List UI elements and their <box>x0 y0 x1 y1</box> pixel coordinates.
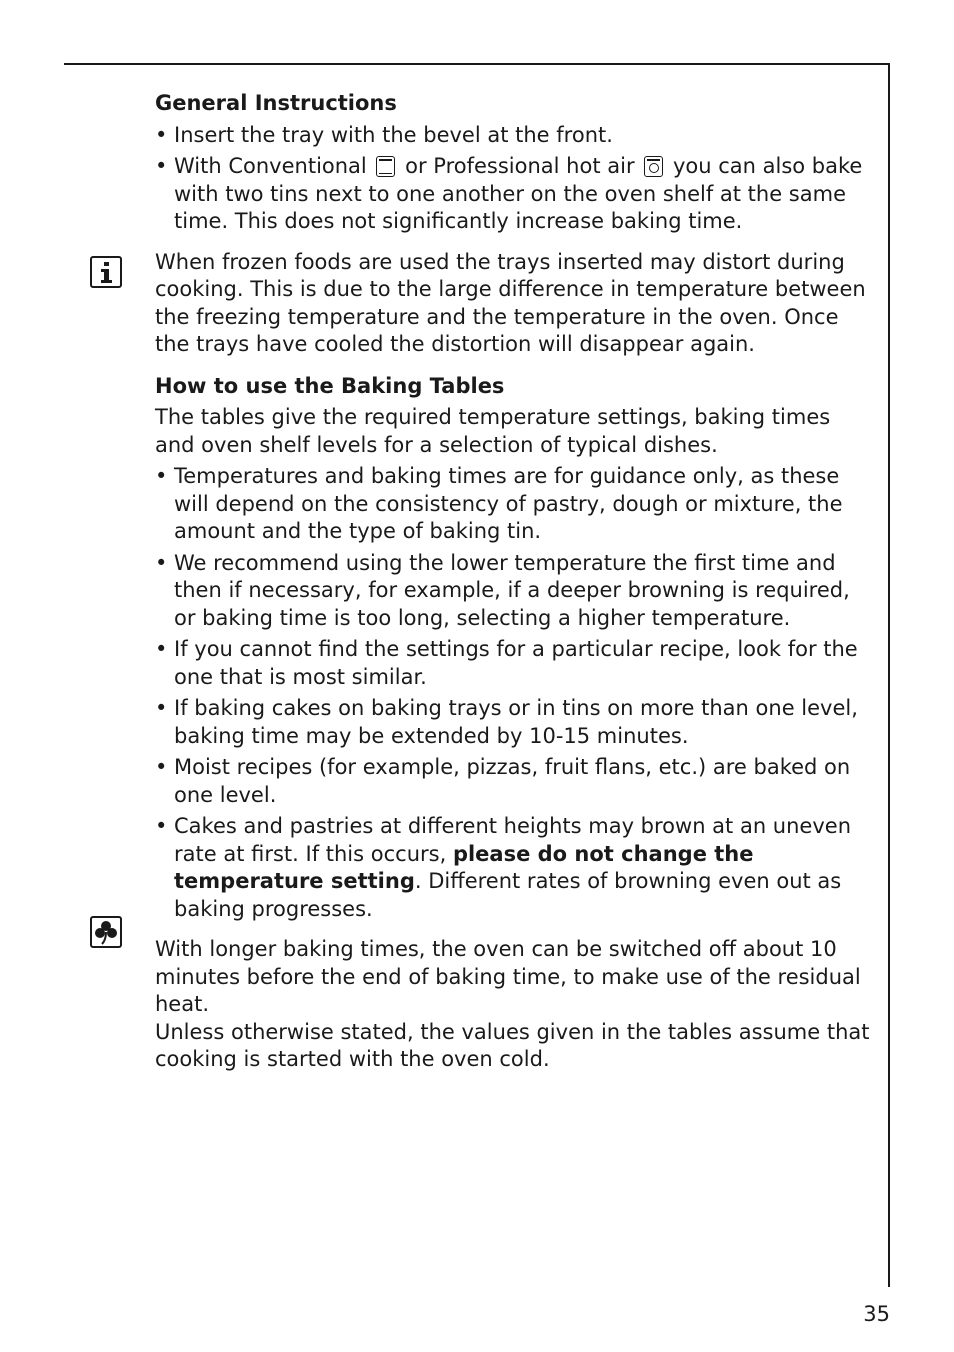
right-rule <box>888 63 890 1287</box>
tables-intro: The tables give the required temperature settings, baking times and oven shelf levels for a selection of typical dishes. <box>155 405 831 457</box>
list-item: • If baking cakes on baking trays or in tins on more than one level, baking time may be extended by 10-15 minutes. <box>155 695 870 750</box>
top-rule <box>64 63 890 65</box>
general-instructions-heading: General Instructions <box>155 91 397 115</box>
list-item: • Moist recipes (for example, pizzas, fruit flans, etc.) are baked on one level. <box>155 754 870 809</box>
conventional-heat-icon <box>376 156 395 177</box>
list-item: • We recommend using the lower temperature the first time and then if necessary, for example, if a deeper browning is required, or baking time is too long, selecting a higher temperature. <box>155 550 870 633</box>
info-icon <box>90 256 122 288</box>
warning-emphasis: please do not change the temperature setting <box>174 841 754 893</box>
list-item: • Temperatures and baking times are for guidance only, as these will depend on the consistency of pastry, dough or mixture, the amount and the type of baking tin. <box>155 463 870 546</box>
eco-note-line1: With longer baking times, the oven can be switched off about 10 minutes before the end of baking time, to make use of the residual heat. <box>155 937 861 1016</box>
baking-tables-heading: How to use the Baking Tables <box>155 373 505 398</box>
info-note: When frozen foods are used the trays inserted may distort during cooking. This is due to the large difference in temperature between the freezing temperature and the temperature in the oven. Once the trays have cooled the distortion will disappear again. <box>155 249 866 356</box>
clover-icon <box>90 916 122 948</box>
main-content <box>155 90 870 1074</box>
list-item: • Insert the tray with the bevel at the front. <box>155 122 870 150</box>
eco-note-line2: Unless otherwise stated, the values given in the tables assume that cooking is started with the oven cold. <box>155 1019 870 1071</box>
list-item: • Cakes and pastries at different heights may brown at an uneven rate at first. If this occurs, please do not change the temperature setting. Different rates of browning even out as baking progresses. <box>155 813 870 923</box>
page-number: 35 <box>863 1302 890 1326</box>
list-item: • With Conventional or Professional hot air you can also bake with two tins next to one another on the oven shelf at the same time. This does not significantly increase baking time. <box>155 153 870 236</box>
hot-air-icon <box>644 156 663 177</box>
list-item: • If you cannot find the settings for a particular recipe, look for the one that is most similar. <box>155 636 870 691</box>
